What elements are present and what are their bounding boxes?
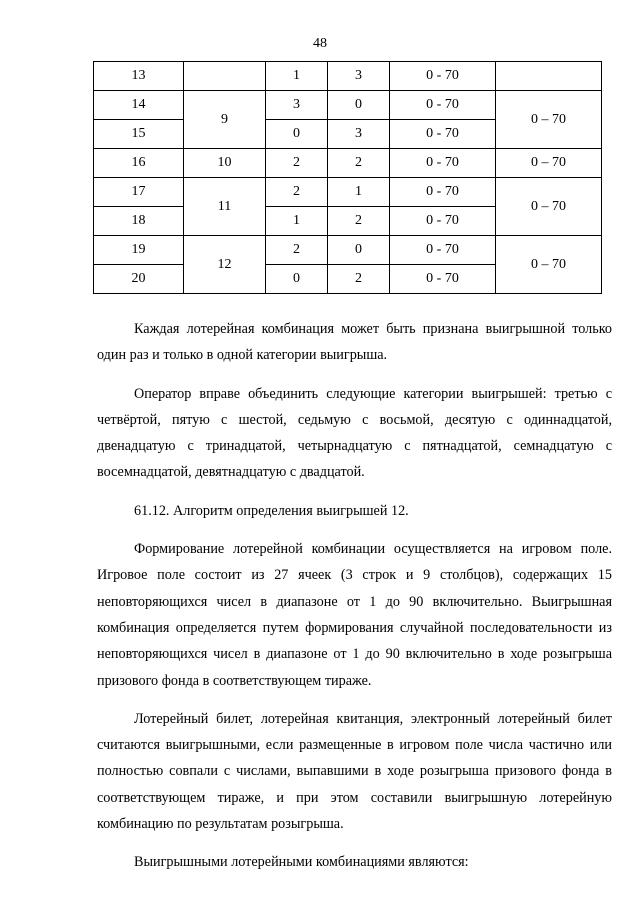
table-cell: 2 <box>266 178 328 207</box>
table-cell: 0 – 70 <box>496 178 602 236</box>
table-cell: 0 <box>328 91 390 120</box>
table-cell: 0 <box>328 236 390 265</box>
table-cell: 12 <box>184 236 266 294</box>
paragraph: Каждая лотерейная комбинация может быть признана выигрышной только один раз и только в одной категории выигрыша. <box>97 321 612 364</box>
section-heading: 61.12. Алгоритм определения выигрышей 12. <box>134 502 409 519</box>
table-row <box>94 178 602 207</box>
table-cell: 0 - 70 <box>390 265 496 294</box>
table-cell: 3 <box>328 62 390 91</box>
table-cell: 0 - 70 <box>390 207 496 236</box>
prize-category-table <box>93 61 602 294</box>
table-cell: 19 <box>94 236 184 265</box>
table-cell: 2 <box>328 149 390 178</box>
table-cell: 15 <box>94 120 184 149</box>
table-cell: 13 <box>94 62 184 91</box>
body-text <box>97 316 612 876</box>
table-cell: 3 <box>266 91 328 120</box>
paragraph: Лотерейный билет, лотерейная квитанция, электронный лотерейный билет считаются выигрышными, если размещенные в игровом поле числа частично или полностью совпали с числами, выпавшими в ходе розыгрыша призового фонда в соответствующем тираже, и при этом составили выигрышную лотерейную комбинацию по результатам розыгрыша. <box>97 710 612 833</box>
table-cell: 18 <box>94 207 184 236</box>
table-cell: 3 <box>328 120 390 149</box>
table-cell: 2 <box>328 265 390 294</box>
table-row <box>94 91 602 120</box>
table-cell: 2 <box>328 207 390 236</box>
table-cell: 0 – 70 <box>496 91 602 149</box>
table-cell <box>496 62 602 91</box>
page-number: 48 <box>313 36 327 51</box>
table-cell: 0 - 70 <box>390 120 496 149</box>
table-cell: 16 <box>94 149 184 178</box>
table-cell: 0 - 70 <box>390 236 496 265</box>
table-cell <box>184 62 266 91</box>
paragraph: Формирование лотерейной комбинации осуществляется на игровом поле. Игровое поле состоит из 27 ячеек (3 строк и 9 столбцов), содержащих 15 неповторяющихся чисел в диапазоне от 1 до 90 включительно. Выигрышная комбинация определяется путем формирования случайной последовательности из неповторяющихся чисел в диапазоне от 1 до 90 включительно в ходе розыгрыша призового фонда в соответствующем тираже. <box>97 541 612 689</box>
table-cell: 10 <box>184 149 266 178</box>
table-cell: 2 <box>266 236 328 265</box>
table-cell: 0 – 70 <box>496 149 602 178</box>
table-cell: 2 <box>266 149 328 178</box>
table-cell: 1 <box>266 207 328 236</box>
table-cell: 0 - 70 <box>390 91 496 120</box>
table-cell: 0 - 70 <box>390 149 496 178</box>
table-cell: 0 <box>266 120 328 149</box>
table-cell: 14 <box>94 91 184 120</box>
table-row <box>94 62 602 91</box>
table-row <box>94 149 602 178</box>
table-cell: 0 <box>266 265 328 294</box>
table-row <box>94 236 602 265</box>
paragraph: Оператор вправе объединить следующие категории выигрышей: третью с четвёртой, пятую с шестой, седьмую с восьмой, десятую с одиннадцатой, двенадцатую с тринадцатой, четырнадцатую с пятнадцатой, семнадцатую с восемнадцатой, девятнадцатую с двадцатой. <box>97 385 612 481</box>
table-cell: 20 <box>94 265 184 294</box>
table-cell: 11 <box>184 178 266 236</box>
table-cell: 1 <box>266 62 328 91</box>
paragraph: Выигрышными лотерейными комбинациями являются: <box>134 854 469 871</box>
table-cell: 9 <box>184 91 266 149</box>
table-cell: 0 – 70 <box>496 236 602 294</box>
table-cell: 0 - 70 <box>390 178 496 207</box>
table-cell: 1 <box>328 178 390 207</box>
table-cell: 17 <box>94 178 184 207</box>
table-cell: 0 - 70 <box>390 62 496 91</box>
